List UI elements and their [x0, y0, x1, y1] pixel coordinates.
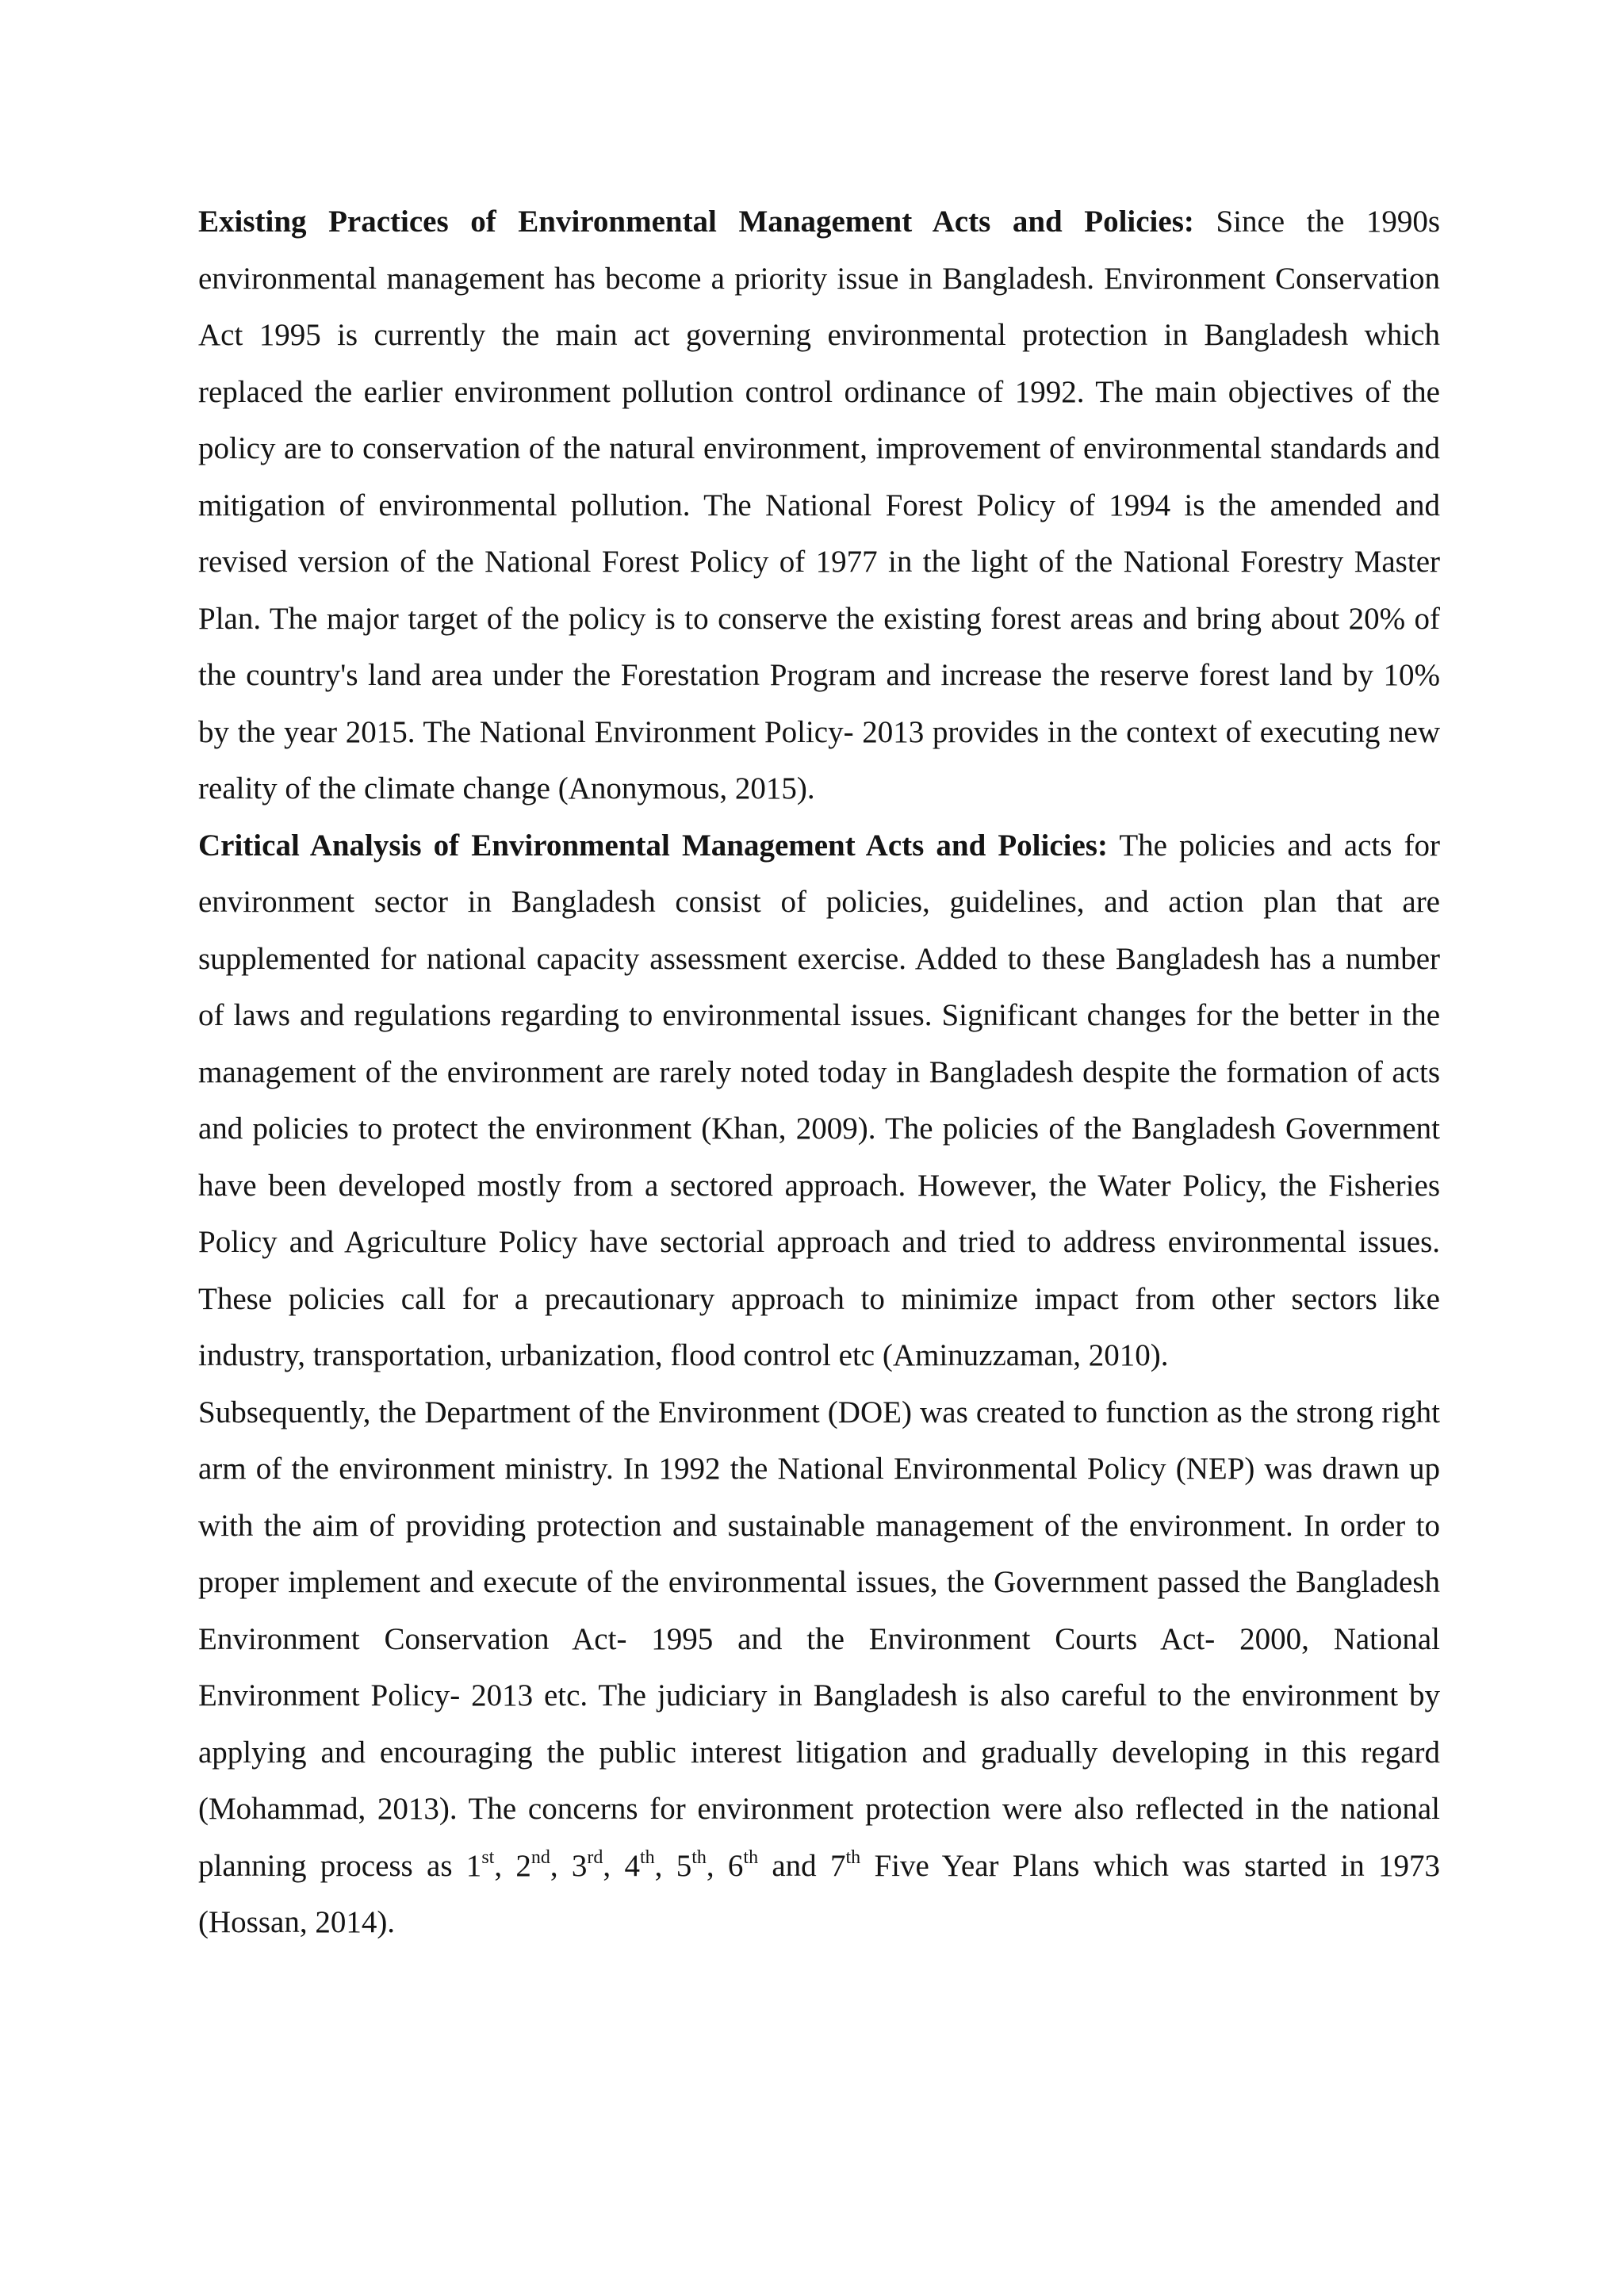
separator: and [758, 1848, 830, 1883]
paragraph-subsequently [198, 1384, 1440, 1951]
section-heading-existing-practices: Existing Practices of Environmental Management Acts and Policies: [198, 205, 1194, 239]
ordinal-suffix: th [639, 1846, 655, 1868]
ordinal-number: 2 [515, 1848, 531, 1883]
ordinal-number: 4 [624, 1848, 640, 1883]
separator: , [494, 1848, 516, 1883]
paragraph-body: Since the 1990s environmental management has become a priority issue in Bangladesh. Environment Conservation Act 1995 is currently the main act governing environmental protection in Bangladesh which replaced the earlier environment pollution control ordinance of 1992. The main objectives of the policy are to conservation of the natural environment, improvement of environmental standards and mitigation of environmental pollution. The National Forest Policy of 1994 is the amended and revised version of the National Forest Policy of 1977 in the light of the National Forestry Master Plan. The major target of the policy is to conserve the existing forest areas and bring about 20% of the country's land area under the Forestation Program and increase the reserve forest land by 10% by the year 2015. The National Environment Policy- 2013 provides in the context of executing new reality of the climate change (Anonymous, 2015). [198, 205, 1441, 806]
ordinal-number: 3 [571, 1848, 588, 1883]
ordinal-number: 7 [829, 1848, 846, 1883]
separator: , [706, 1848, 728, 1883]
ordinal-number: 6 [727, 1848, 744, 1883]
paragraph-critical-analysis [198, 817, 1440, 1384]
section-heading-critical-analysis: Critical Analysis of Environmental Management Acts and Policies: [198, 828, 1108, 863]
ordinal-suffix: rd [587, 1846, 603, 1868]
ordinal-number: 5 [676, 1848, 692, 1883]
paragraph-tail: Five Year Plans which was started in 1973 (Hossan, 2014). [198, 1848, 1441, 1939]
paragraph-body: Subsequently, the Department of the Environment (DOE) was created to function as the strong right arm of the environment ministry. In 1992 the National Environmental Policy (NEP) was drawn up with the aim of providing protection and sustainable management of the environment. In order to proper implement and execute of the environmental issues, the Government passed the Bangladesh Environment Conservation Act- 1995 and the Environment Courts Act- 2000, National Environment Policy- 2013 etc. The judiciary in Bangladesh is also careful to the environment by applying and encouraging the public interest litigation and gradually developing in this regard (Mohammad, 2013). The concerns for environment protection were also reflected in the national planning process as 1 [198, 1395, 1440, 1883]
paragraph-existing-practices [198, 193, 1440, 817]
paragraph-body: The policies and acts for environment sector in Bangladesh consist of policies, guidelines, and action plan that are supplemented for national capacity assessment exercise. Added to these Bangladesh has a number of laws and regulations regarding to environmental issues. Significant changes for the better in the management of the environment are rarely noted today in Bangladesh despite the formation of acts and policies to protect the environment (Khan, 2009). The policies of the Bangladesh Government have been developed mostly from a sectored approach. However, the Water Policy, the Fisheries Policy and Agriculture Policy have sectorial approach and tried to address environmental issues. These policies call for a precautionary approach to minimize impact from other sectors like industry, transportation, urbanization, flood control etc (Aminuzzaman, 2010). [198, 828, 1440, 1372]
document-page [198, 193, 1440, 1951]
ordinal-suffix: th [691, 1846, 707, 1868]
separator: , [550, 1848, 572, 1883]
ordinal-suffix: nd [530, 1846, 550, 1868]
ordinal-suffix: th [743, 1846, 759, 1868]
ordinal-suffix: th [845, 1846, 861, 1868]
separator: , [603, 1848, 625, 1883]
ordinal-suffix: st [481, 1846, 495, 1868]
separator: , [654, 1848, 676, 1883]
